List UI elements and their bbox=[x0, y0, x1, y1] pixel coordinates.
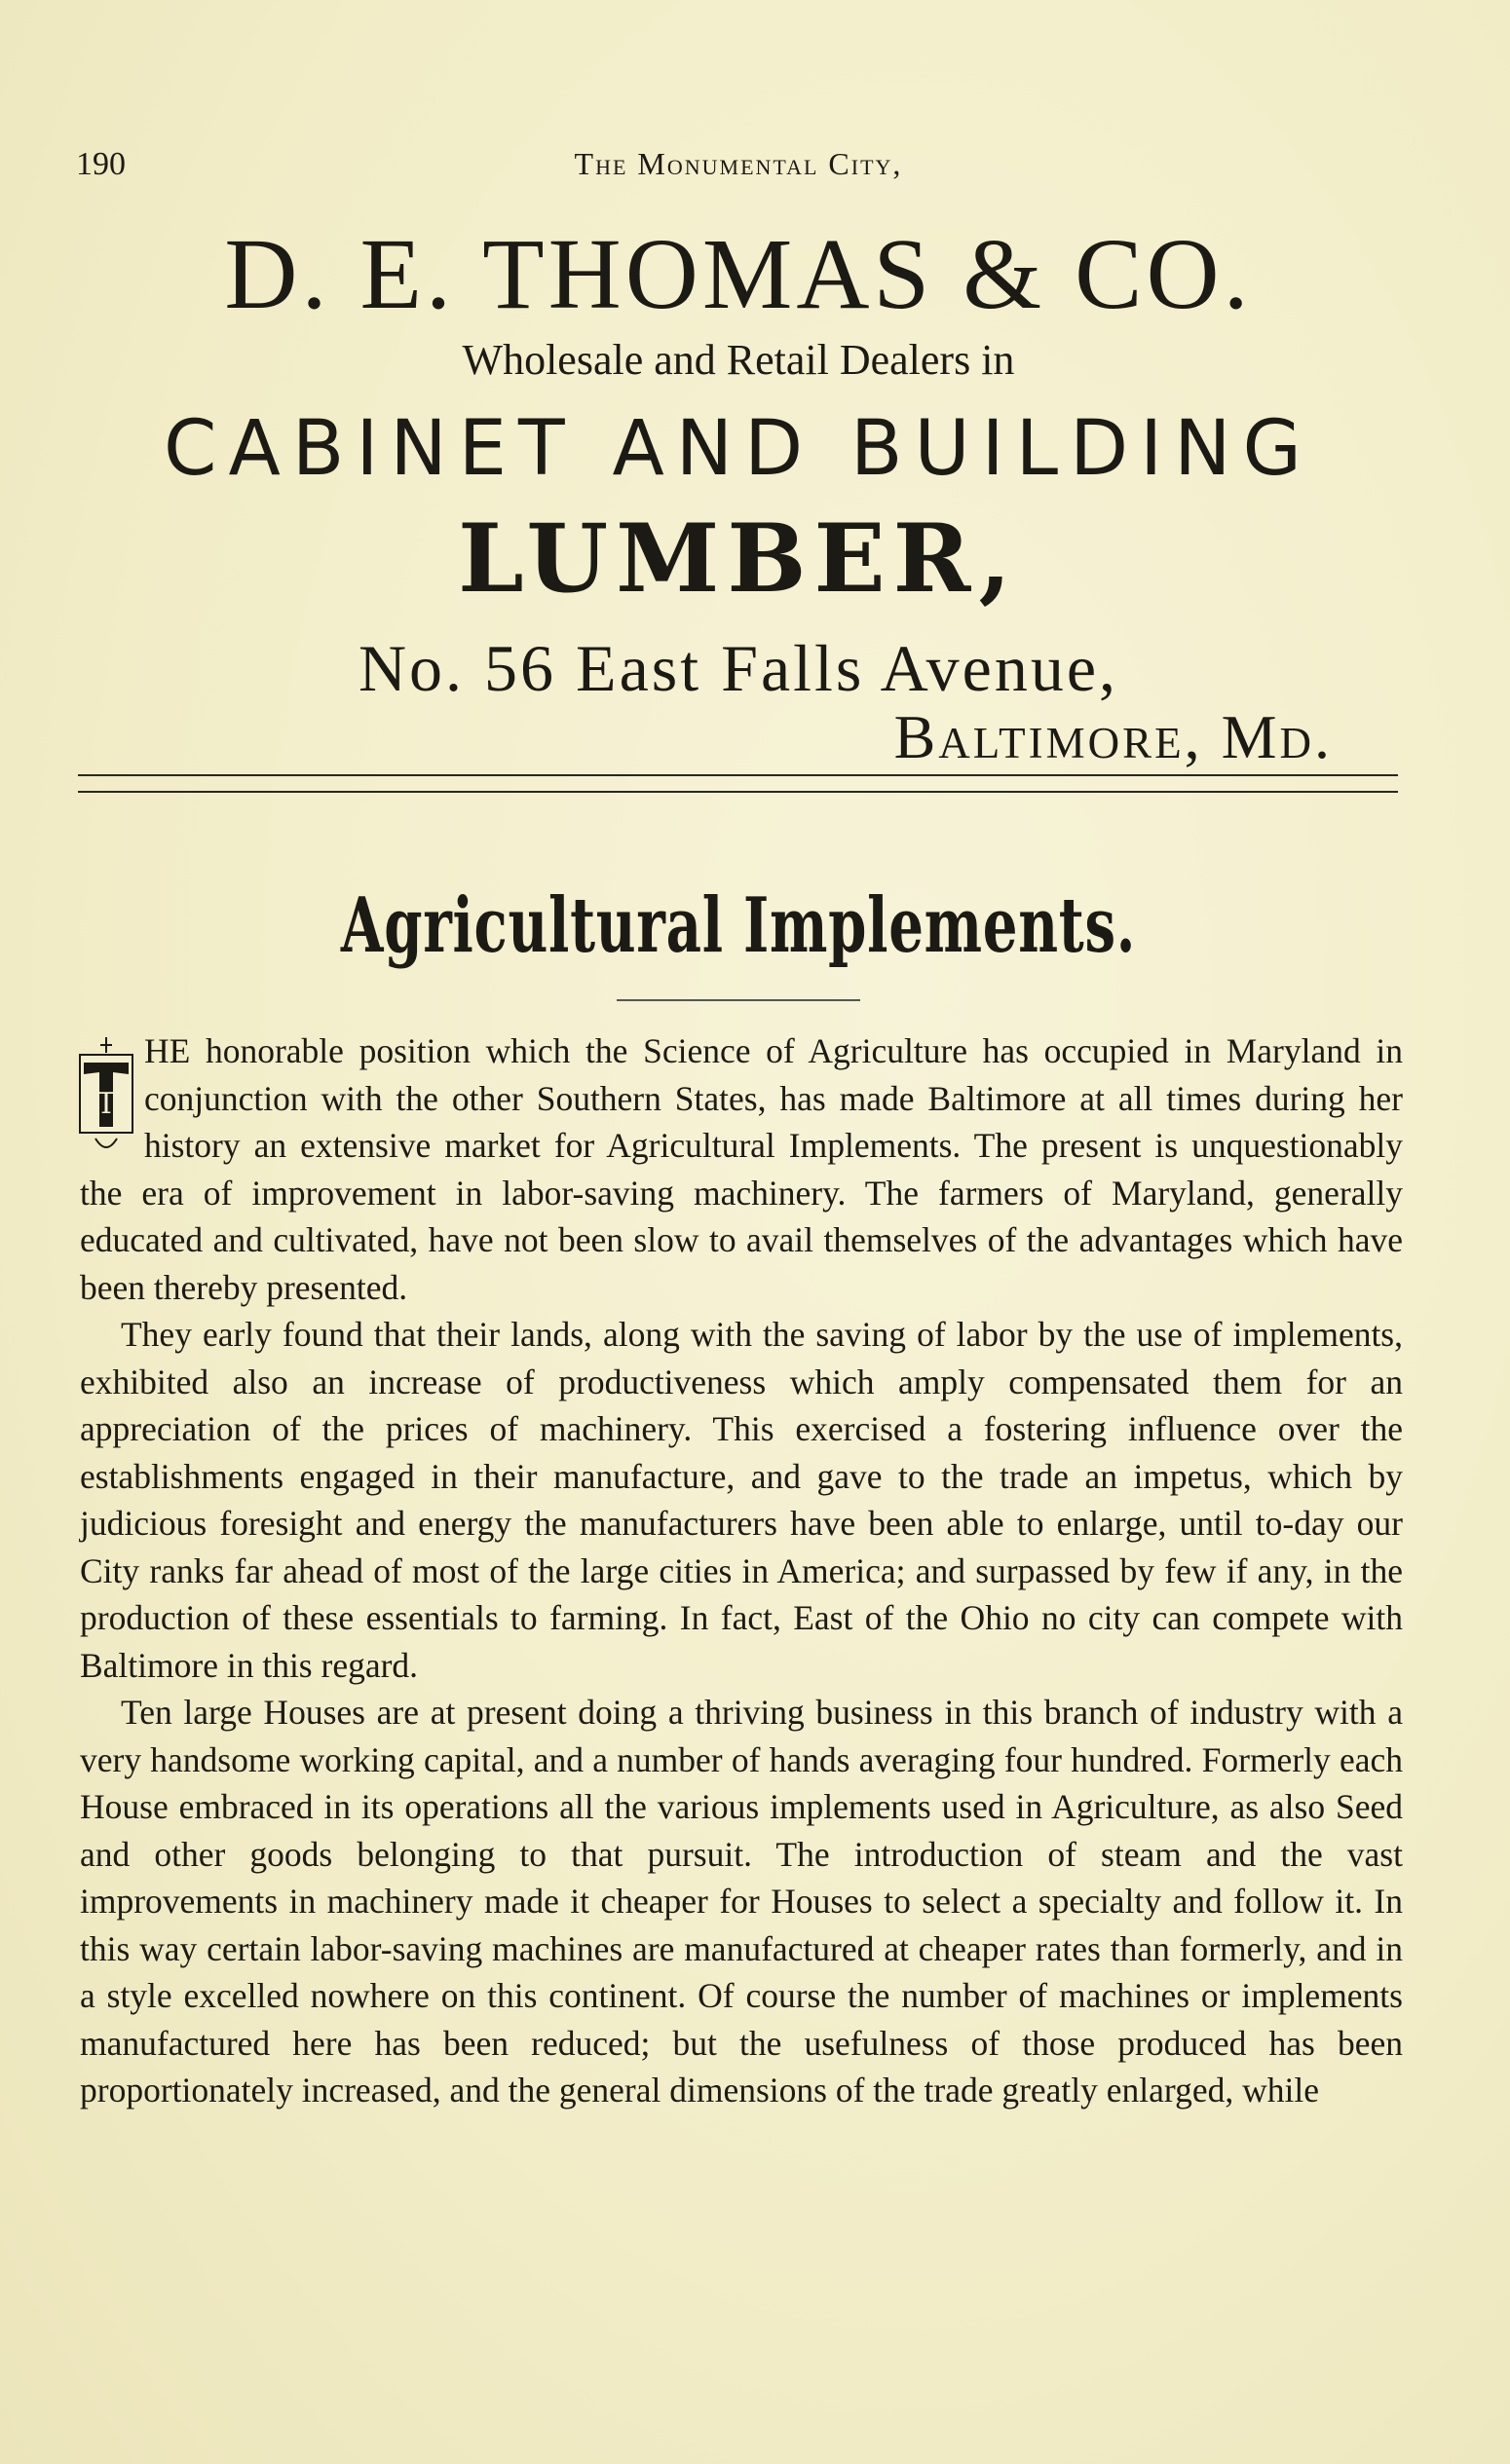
dealers-line: Wholesale and Retail Dealers in bbox=[462, 336, 1015, 384]
ad-address: No. 56 East Falls Avenue, bbox=[358, 631, 1119, 706]
firm-name: D. E. THOMAS & CO. bbox=[224, 218, 1253, 330]
ad-divider-rule-top bbox=[78, 774, 1398, 776]
ad-divider-rule-bottom bbox=[78, 791, 1398, 793]
paragraph-1 bbox=[80, 1027, 1403, 1311]
page-number: 190 bbox=[76, 146, 126, 182]
title-underline-rule bbox=[617, 999, 860, 1001]
ad-city: Baltimore, Md. bbox=[893, 702, 1333, 771]
paragraph-1-text: HE honorable position which the Science of Agriculture has occupied in Maryland in conjunction with the other Southern States, has made Baltimore at all times during her history an extensive market for Agricultural Implements. The present is unquestionably the era of improvement in labor-saving machinery. The farmers of Maryland, generally educated and cultivated, have not been slow to avail themselves of the advantages which have been thereby presented. bbox=[80, 1031, 1403, 1307]
running-head bbox=[76, 146, 1401, 195]
product-line-cabinet: CABINET AND BUILDING bbox=[164, 405, 1313, 494]
paragraph-2: They early found that their lands, along with the saving of labor by the use of implements, exhibited also an increase of productiveness which amply compensated them for an appreciation of the prices of machinery. This exercised a fostering influence over the establishments engaged in their manufacture, and gave to the trade an impetus, which by judicious foresight and energy the manufacturers have been able to enlarge, until to-day our City ranks far ahead of most of the large cities in America; and surpassed by few if any, in the production of these essentials to farming. In fact, East of the Ohio no city can compete with Baltimore in this regard. bbox=[80, 1315, 1403, 1685]
drop-cap bbox=[76, 1033, 136, 1160]
article-title: Agricultural Implements. bbox=[340, 881, 1137, 970]
advertisement bbox=[76, 214, 1401, 706]
paragraph-3: Ten large Houses are at present doing a thriving business in this branch of industry with a very handsome working capital, and a number of hands averaging four hundred. Formerly each House embraced in its operations all the various implements used in Agriculture, as also Seed and other goods belonging to that pursuit. The introduction of steam and the vast improvements in machinery made it cheaper for Houses to select a specialty and follow it. In this way certain labor-saving machines are manufactured at cheaper rates than formerly, and in a style excelled nowhere on this continent. Of course the number of machines or implements manufactured here has been reduced; but the usefulness of those produced has been proportionately increased, and the general dimensions of the trade greatly enlarged, while bbox=[80, 1693, 1403, 2109]
drop-cap-ornament-icon bbox=[76, 1033, 136, 1160]
running-title: The Monumental City, bbox=[574, 146, 903, 181]
article-body bbox=[80, 1027, 1403, 2114]
product-line-lumber: LUMBER, bbox=[458, 504, 1019, 615]
drop-cap-letter: T bbox=[95, 1087, 117, 1121]
